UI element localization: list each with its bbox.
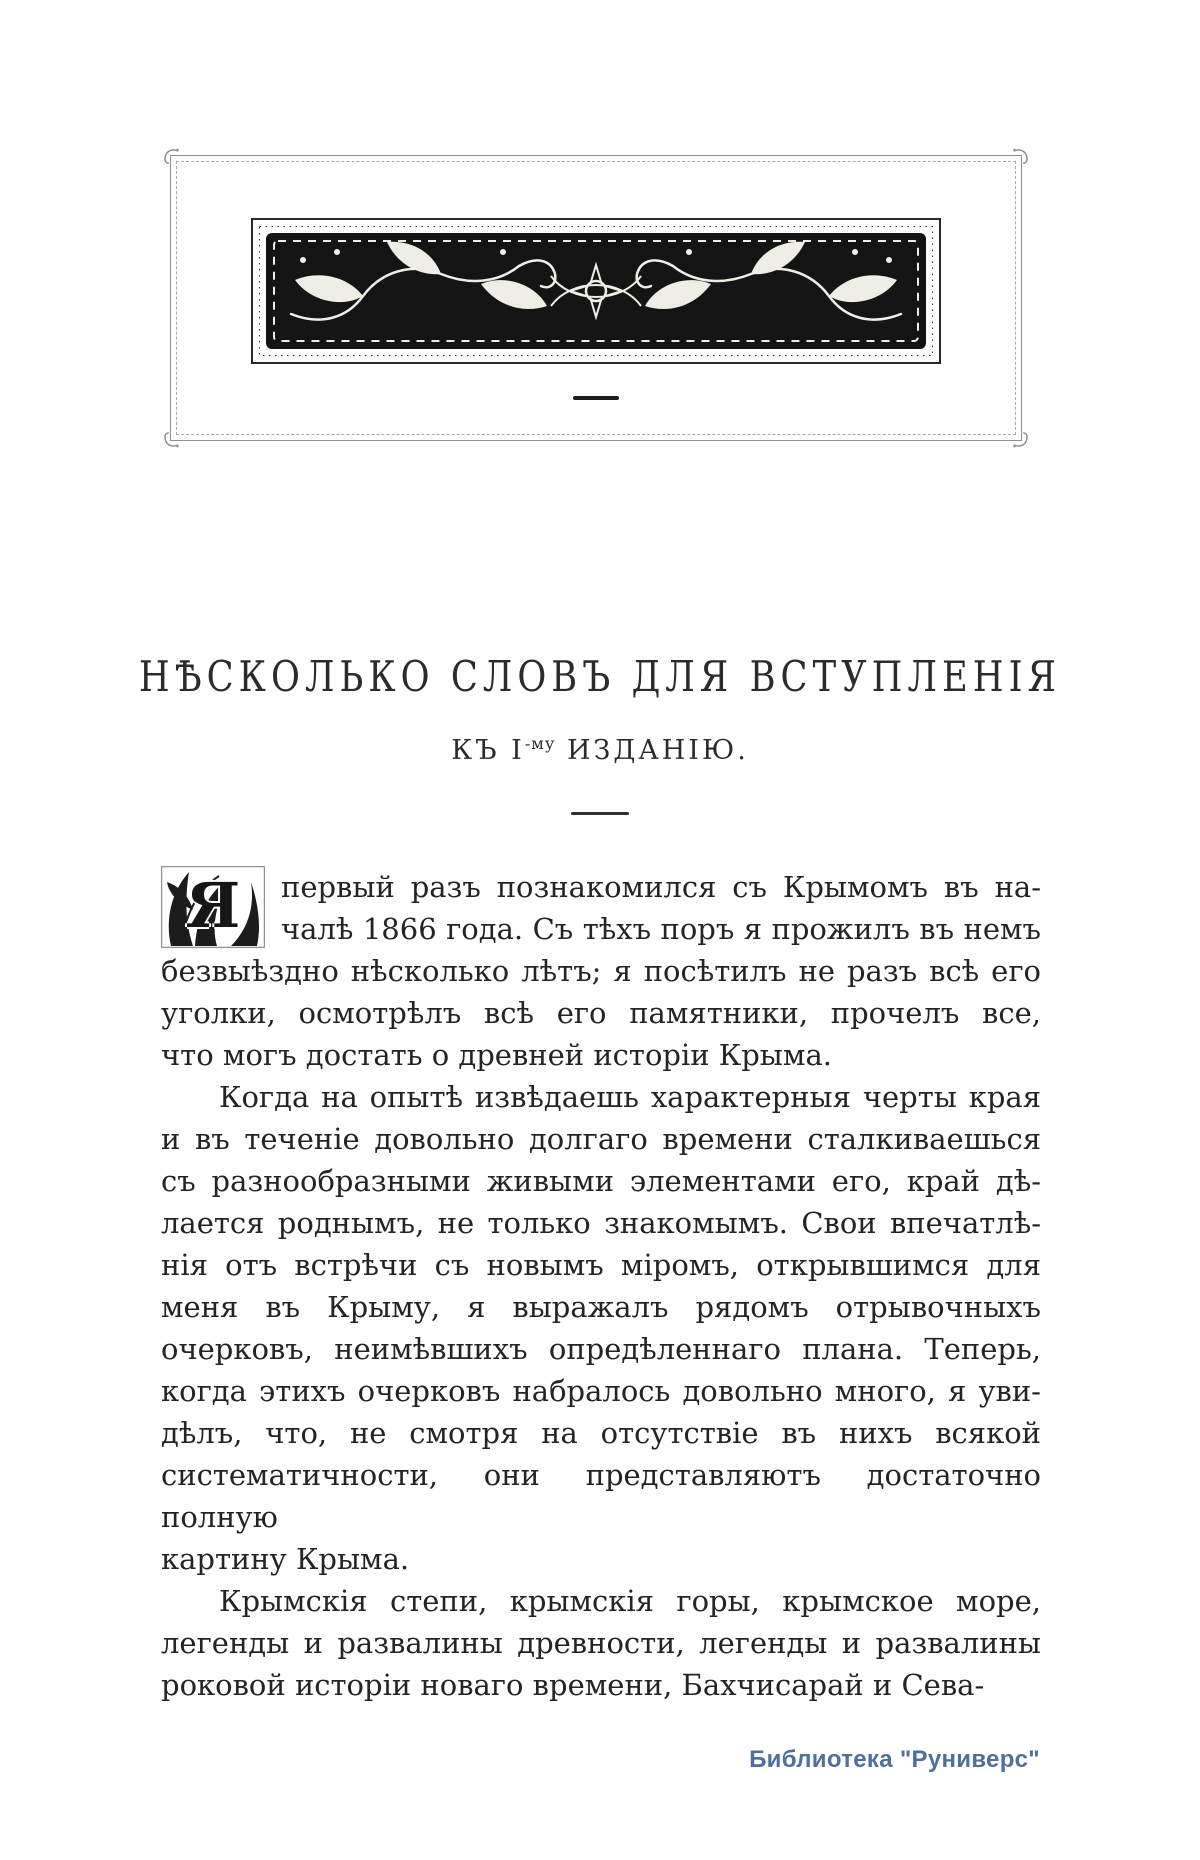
paragraph — [161, 866, 1041, 1076]
frame-corner-ornament — [1012, 431, 1030, 449]
text-line: меня въ Крыму, я выражалъ рядомъ отрывочныхъ — [161, 1290, 1041, 1324]
paragraph — [161, 1076, 1041, 1580]
text-line: чалѣ 1866 года. Съ тѣхъ поръ я прожилъ въ немъ — [281, 912, 1041, 946]
library-watermark: Библиотека "Руниверс" — [749, 1746, 1040, 1773]
subtitle-prefix: КЪ І — [451, 735, 525, 766]
text-line: безвыѣздно нѣсколько лѣтъ; я посѣтилъ не разъ всѣ его — [161, 954, 1041, 988]
page-subtitle — [0, 734, 1200, 766]
text-line: роковой исторіи новаго времени, Бахчисарай и Сева- — [161, 1668, 985, 1702]
text-line: когда этихъ очерковъ набралось довольно много, я уви- — [161, 1374, 1041, 1408]
frame-corner-ornament — [1012, 147, 1030, 165]
text-line: легенды и развалины древности, легенды и развалины — [161, 1626, 1041, 1660]
page-title: НѢСКОЛЬКО СЛОВЪ ДЛЯ ВСТУПЛЕНІЯ — [138, 652, 1062, 701]
floral-banner-ornament — [251, 218, 941, 364]
section-divider — [571, 812, 629, 815]
ornament-divider — [573, 396, 619, 400]
text-line: и въ теченіе довольно долгаго времени сталкиваешься — [161, 1122, 1041, 1156]
text-line: лается роднымъ, не только знакомымъ. Свои впечатлѣ- — [161, 1206, 1041, 1240]
frame-corner-ornament — [162, 431, 180, 449]
text-line: нія отъ встрѣчи съ новымъ міромъ, открывшимся для — [161, 1248, 1041, 1282]
header-ornament-banner — [251, 218, 941, 364]
body-text — [161, 866, 1041, 1706]
paragraph — [161, 1580, 1041, 1706]
text-line: уголки, осмотрѣлъ всѣ его памятники, прочелъ все, — [161, 996, 1041, 1030]
text-line: съ разнообразными живыми элементами его, край дѣ- — [161, 1164, 1041, 1198]
text-line: первый разъ познакомился съ Крымомъ въ на- — [281, 870, 1041, 904]
subtitle-suffix: ИЗДАНІЮ. — [555, 735, 749, 766]
text-line: Когда на опытѣ извѣдаешь характерныя черты края — [219, 1080, 1041, 1114]
text-line: картину Крыма. — [161, 1542, 410, 1576]
dropcap-letter: Я — [185, 869, 241, 942]
subtitle-superscript: -му — [524, 734, 556, 753]
decorative-frame — [170, 155, 1022, 441]
dropcap-initial — [161, 866, 265, 948]
text-line: систематичности, они представляютъ достаточно полную — [161, 1458, 1041, 1534]
frame-corner-ornament — [162, 147, 180, 165]
text-line: очерковъ, неимѣвшихъ опредѣленнаго плана. Теперь, — [161, 1332, 1041, 1366]
text-line: что могъ достать о древней исторіи Крыма. — [161, 1038, 832, 1072]
text-line: дѣлъ, что, не смотря на отсутствіе въ нихъ всякой — [161, 1416, 1041, 1450]
text-line: Крымскія степи, крымскія горы, крымское море, — [219, 1584, 1041, 1618]
